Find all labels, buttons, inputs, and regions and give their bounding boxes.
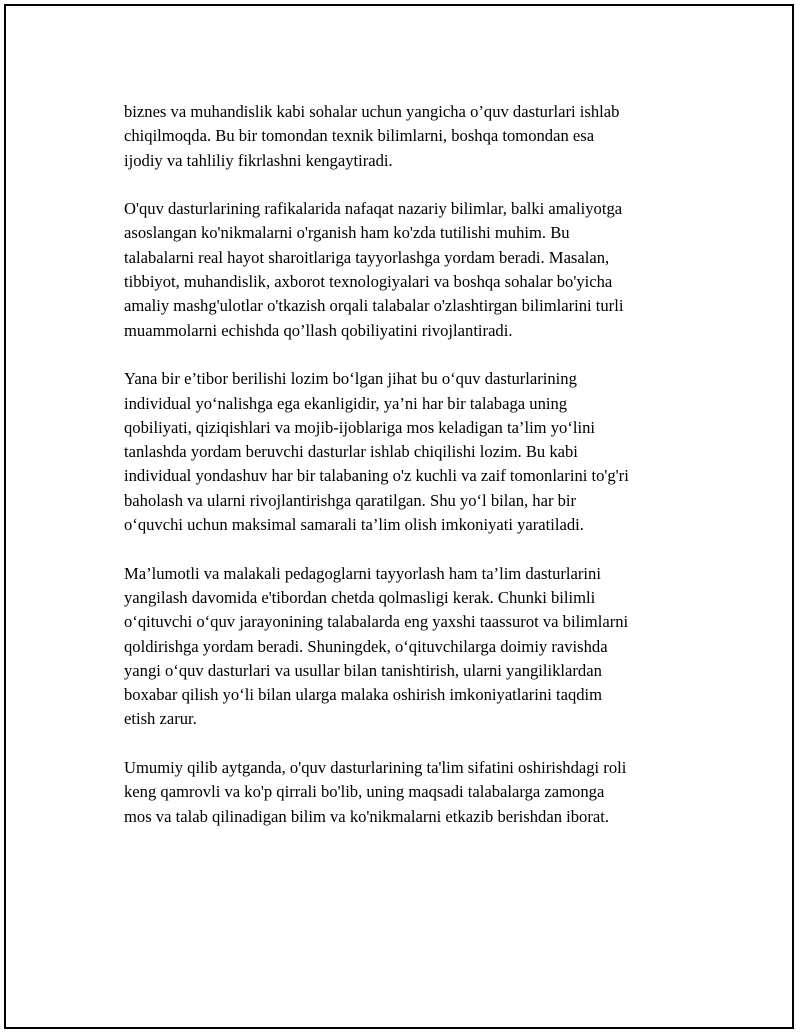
text-line: tanlashda yordam beruvchi dasturlar ishlab chiqilishi lozim. Bu kabi (124, 442, 578, 462)
paragraph-5 (124, 756, 704, 829)
text-line: qoldirishga yordam beradi. Shuningdek, o‘qituvchilarga doimiy ravishda (124, 636, 608, 656)
text-line: individual yondashuv har bir talabaning o'z kuchli va zaif tomonlarini to'g'ri (124, 466, 629, 486)
text-line: baholash va ularni rivojlantirishga qaratilgan. Shu yo‘l bilan, har bir (124, 490, 577, 510)
text-line: Umumiy qilib aytganda, o'quv dasturlarining ta'lim sifatini oshirishdagi roli (124, 758, 627, 778)
page-frame (4, 4, 794, 1029)
text-line: ijodiy va tahliliy fikrlashni kengaytiradi. (124, 150, 393, 170)
text-line: yangilash davomida e'tibordan chetda qolmasligi kerak. Chunki bilimli (124, 587, 596, 607)
text-line: tibbiyot, muhandislik, axborot texnologiyalari va boshqa sohalar bo'yicha (124, 272, 613, 292)
document-body (124, 100, 704, 853)
text-line: mos va talab qilinadigan bilim va ko'nikmalarni etkazib berishdan iborat. (124, 806, 610, 826)
text-line: etish zarur. (124, 709, 197, 729)
text-line: chiqilmoqda. Bu bir tomondan texnik bilimlarni, boshqa tomondan esa (124, 126, 595, 146)
text-line: keng qamrovli va ko'p qirrali bo'lib, uning maqsadi talabalarga zamonga (124, 782, 605, 802)
text-line: O'quv dasturlarining rafikalarida nafaqat nazariy bilimlar, balki amaliyotga (124, 199, 623, 219)
text-line: boxabar qilish yo‘li bilan ularga malaka oshirish imkoniyatlarini taqdim (124, 685, 603, 705)
paragraph-4 (124, 562, 704, 732)
paragraph-3 (124, 367, 704, 537)
text-line: o‘qituvchi o‘quv jarayonining talabalarda eng yaxshi taassurot va bilimlarni (124, 612, 629, 632)
text-line: individual yo‘nalishga ega ekanligidir, ya’ni har bir talabaga uning (124, 393, 568, 413)
text-line: biznes va muhandislik kabi sohalar uchun yangicha o’quv dasturlari ishlab (124, 102, 620, 121)
paragraph-2 (124, 197, 704, 343)
text-line: talabalarni real hayot sharoitlariga tayyorlashga yordam beradi. Masalan, (124, 247, 610, 267)
text-line: yangi o‘quv dasturlari va usullar bilan tanishtirish, ularni yangiliklardan (124, 660, 602, 680)
text-line: asoslangan ko'nikmalarni o'rganish ham ko'zda tutilishi muhim. Bu (124, 223, 570, 243)
text-line: muammolarni echishda qo’llash qobiliyatini rivojlantiradi. (124, 320, 513, 340)
paragraph-1 (124, 100, 704, 173)
text-line: qobiliyati, qiziqishlari va mojib-ijoblariga mos keladigan ta’lim yo‘lini (124, 417, 595, 437)
text-line: o‘quvchi uchun maksimal samarali ta’lim olish imkoniyati yaratiladi. (124, 515, 584, 535)
text-line: Ma’lumotli va malakali pedagoglarni tayyorlash ham ta’lim dasturlarini (124, 563, 601, 583)
text-line: Yana bir e’tibor berilishi lozim bo‘lgan jihat bu o‘quv dasturlarining (124, 369, 577, 389)
text-line: amaliy mashg'ulotlar o'tkazish orqali talabalar o'zlashtirgan bilimlarini turli (124, 296, 624, 316)
